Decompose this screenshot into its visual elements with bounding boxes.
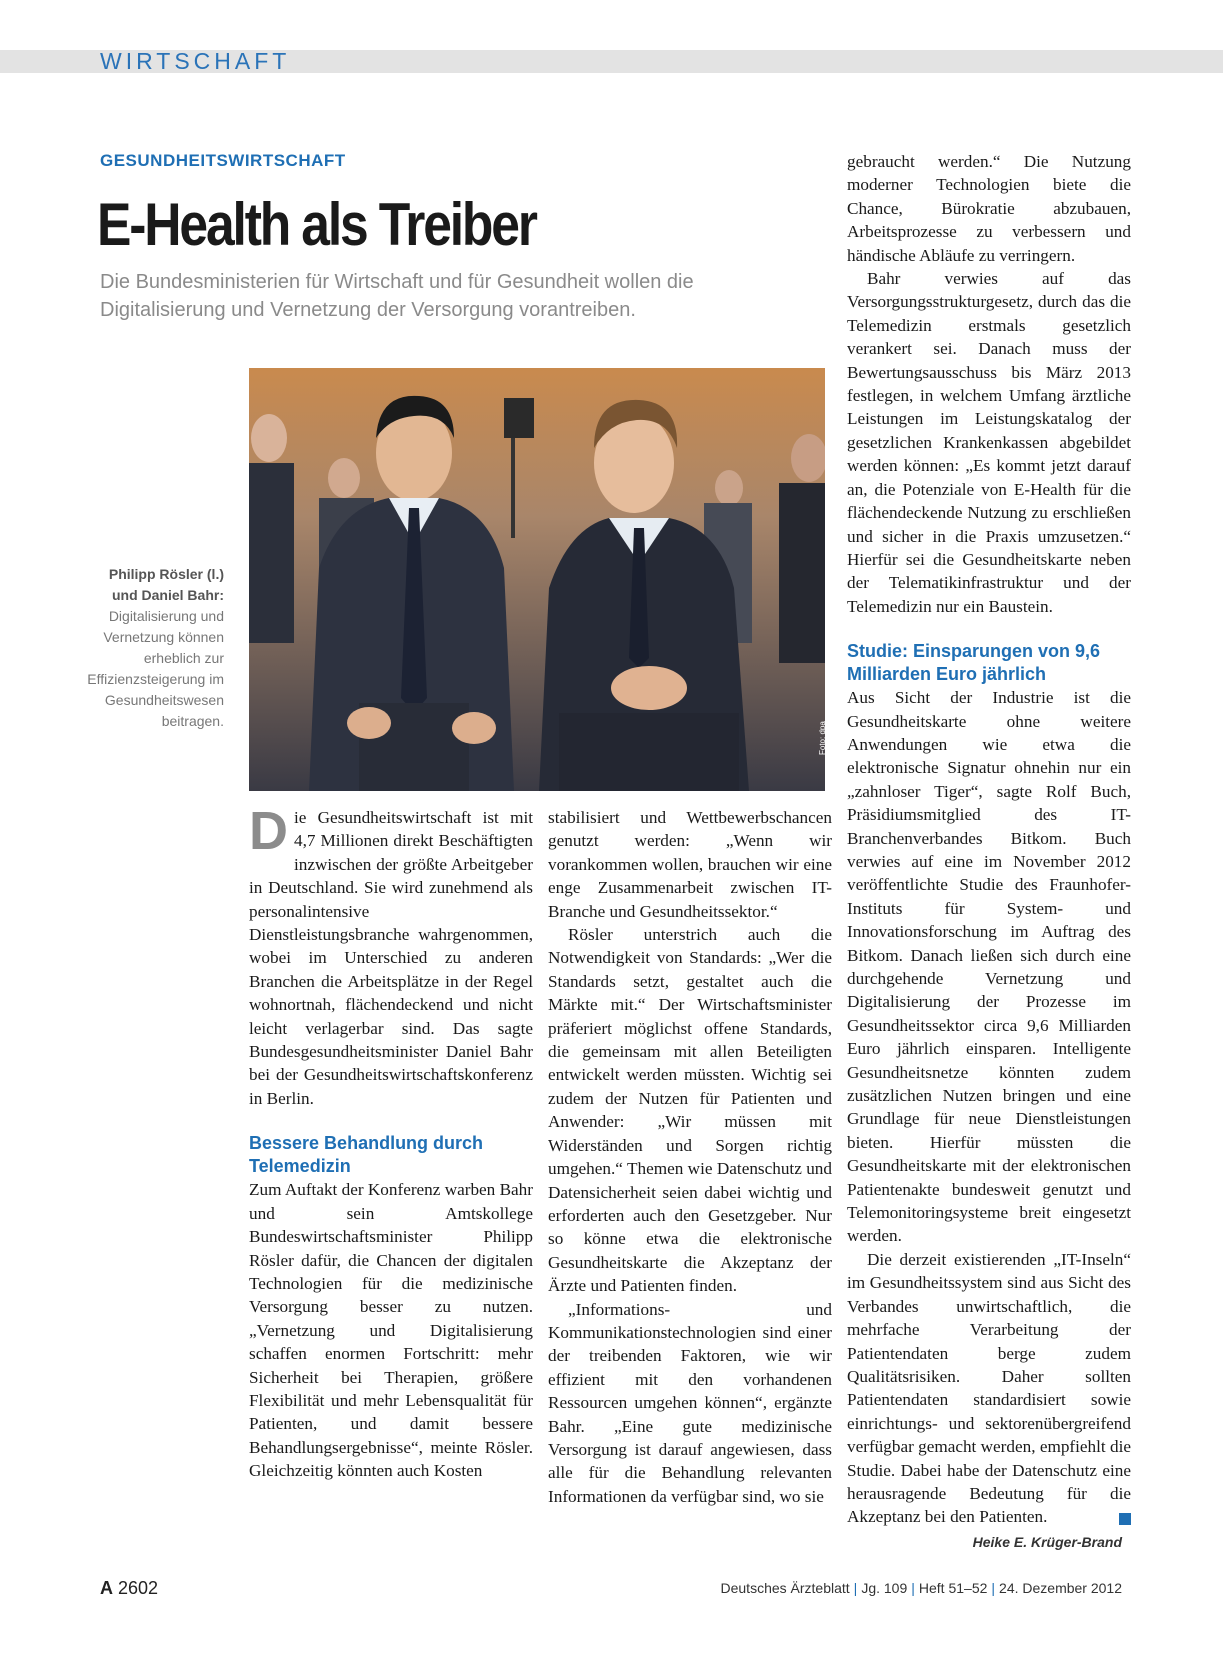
- section-label: WIRTSCHAFT: [100, 48, 291, 74]
- article-kicker: GESUNDHEITSWIRTSCHAFT: [100, 151, 346, 170]
- issue: Heft 51–52: [918, 1580, 988, 1596]
- paragraph-1-text: ie Gesundheitswirtschaft ist mit 4,7 Millionen direkt Beschäftigten inzwischen der größte Arbeitgeber in Deutschland. Sie wird zunehmend als personalintensive Dienstleistungsbranche wahrgenommen, wobei im Unterschied zu anderen Branchen die Arbeitsplätze in der Regel wohnortnah, flächendeckend und nicht leicht verlagerbar sind. Das sagte Bundesgesundheitsminister Daniel Bahr bei der Gesundheitswirtschaftskonferenz in Berlin.: [249, 808, 533, 1108]
- drop-cap: D: [249, 801, 288, 861]
- paragraph-2-continued: stabilisiert und Wettbewerbschancen genutzt werden: „Wenn wir vorankommen wollen, brauchen wir eine enge Zusammenarbeit zwischen IT-Branche und Gesundheitssektor.“: [548, 808, 832, 921]
- subheading-2: Studie: Einsparungen von 9,6 Milliarden Euro jährlich: [847, 641, 1101, 685]
- end-mark: [1119, 1513, 1131, 1525]
- journal-name: Deutsches Ärzteblatt: [720, 1580, 850, 1596]
- article-headline: E-Health als Treiber: [97, 191, 536, 258]
- paragraph-4: „Informations- und Kommunikationstechnologien sind einer der treibenden Faktoren, wie wir effizient mit den vorhandenen Ressourcen umgehen können“, ergänzte Bahr. „Eine gute medizinische Versorgung ist darauf angewiesen, dass alle für die Behandlung relevanten Informationen da verfügbar sind, wo sie: [548, 1299, 832, 1506]
- article-column-2: [548, 806, 832, 1508]
- paragraph-3: Rösler unterstrich auch die Notwendigkeit von Standards: „Wer die Standards setzt, gestaltet auch die Märkte mit.“ Der Wirtschaftsminister präferiert möglichst offene Standards, die gemeinsam mit allen Beteiligten entwickelt werden müssten. Wichtig sei zudem der Nutzen für Patienten und Anwender: „Wir müssen mit Widerständen und Sorgen richtig umgehen.“ Themen wie Datenschutz und Datensicherheit seien dabei wichtig und erforderten auch den Gesetzgeber. Nur so könne etwa die elektronische Gesundheitskarte die Akzeptanz der Ärzte und Patienten finden.: [548, 925, 832, 1296]
- caption-text: Digitalisierung und Vernetzung können erheblich zur Effizienzsteigerung im Gesundheitswesen beitragen.: [87, 608, 224, 729]
- article-photo: [249, 368, 825, 791]
- paragraph-7: [847, 1248, 1131, 1529]
- footer-info: Deutsches Ärzteblatt | Jg. 109 | Heft 51–52 | 24. Dezember 2012: [720, 1580, 1122, 1596]
- date: 24. Dezember 2012: [999, 1580, 1122, 1596]
- author: Heike E. Krüger-Brand: [972, 1534, 1122, 1550]
- paragraph-4-continued: gebraucht werden.“ Die Nutzung moderner Technologien biete die Chance, Bürokratie abzubauen, Arbeitsprozesse zu verbessern und händische Abläufe zu verringern.: [847, 152, 1131, 265]
- page-number: [100, 1578, 158, 1599]
- article-column-1: [249, 801, 533, 1483]
- page-number-value: 2602: [118, 1578, 159, 1598]
- paragraph-6: Aus Sicht der Industrie ist die Gesundheitskarte ohne weitere Anwendungen wie etwa die elektronische Signatur ohnehin nur ein „zahnloser Tiger“, sagte Rolf Buch, Präsidiumsmitglied des IT-Branchenverbandes Bitkom. Buch verwies auf eine im November 2012 veröffentlichte Studie des Fraunhofer-Instituts für System- und Innovationsforschung im Auftrag des Bitkom. Danach ließen sich durch eine durchgehende Vernetzung und Digitalisierung der Prozesse im Gesundheitssektor circa 9,6 Milliarden Euro jährlich einsparen. Intelligente Gesundheitsnetze könnten zudem zusätzlichen Nutzen bringen und eine Grundlage für neue Dienstleistungen bieten. Hierfür müssten die Gesundheitskarte mit der elektronischen Patientenakte bundesweit genutzt und Telemonitoringsysteme breit eingesetzt werden.: [847, 688, 1131, 1246]
- paragraph-7-text: Die derzeit existierenden „IT-Inseln“ im Gesundheitssystem sind aus Sicht des Verbandes unwirtschaftlich, die mehrfache Verarbeitung der Patientendaten berge zudem Qualitätsrisiken. Daher sollten Patientendaten standardisiert sowie einrichtungs- und sektorenübergreifend verfügbar gemacht werden, empfiehlt die Studie. Dabei habe der Datenschutz eine herausragende Bedeutung für die Akzeptanz bei den Patienten.: [847, 1249, 1131, 1527]
- article-column-3: [847, 150, 1131, 1529]
- volume: Jg. 109: [861, 1580, 908, 1596]
- photo-credit: Foto: dpa: [818, 721, 827, 755]
- paragraph-2: Zum Auftakt der Konferenz warben Bahr und sein Amtskollege Bundeswirtschaftsminister Philipp Rösler dafür, die Chancen der digitalen Technologien für die medizinische Versorgung besser zu nutzen. „Vernetzung und Digitalisierung schaffen enormen Fortschritt: mehr Sicherheit bei Therapien, größere Flexibilität und mehr Lebensqualität für Patienten, und damit bessere Behandlungsergebnisse“, meinte Rösler. Gleichzeitig könnten auch Kosten: [249, 1180, 533, 1481]
- subheading-1: Bessere Behandlung durch Telemedizin: [249, 1133, 484, 1177]
- paragraph-1: [249, 801, 533, 1110]
- page-prefix: A: [100, 1578, 113, 1598]
- article-teaser: Die Bundesministerien für Wirtschaft und für Gesundheit wollen die Digitalisierung und Vernetzung der Versorgung vorantreiben.: [100, 271, 694, 321]
- paragraph-5: Bahr verwies auf das Versorgungsstrukturgesetz, durch das die Telemedizin erstmals gesetzlich verankert sei. Danach muss der Bewertungsausschuss bis März 2013 festlegen, in welchem Umfang ärztliche Leistungen im Leistungskatalog der gesetzlichen Krankenkassen abgebildet werden können: „Es kommt jetzt darauf an, die Potenziale von E-Health für die flächendeckende Nutzung zu erschließen und sicher in die Praxis umzusetzen.“ Hierfür sei die Gesundheitskarte neben der Telematikinfrastruktur und der Telemedizin nur ein Baustein.: [847, 269, 1131, 616]
- photo-caption: [86, 564, 224, 732]
- caption-names: Philipp Rösler (l.) und Daniel Bahr:: [108, 566, 224, 603]
